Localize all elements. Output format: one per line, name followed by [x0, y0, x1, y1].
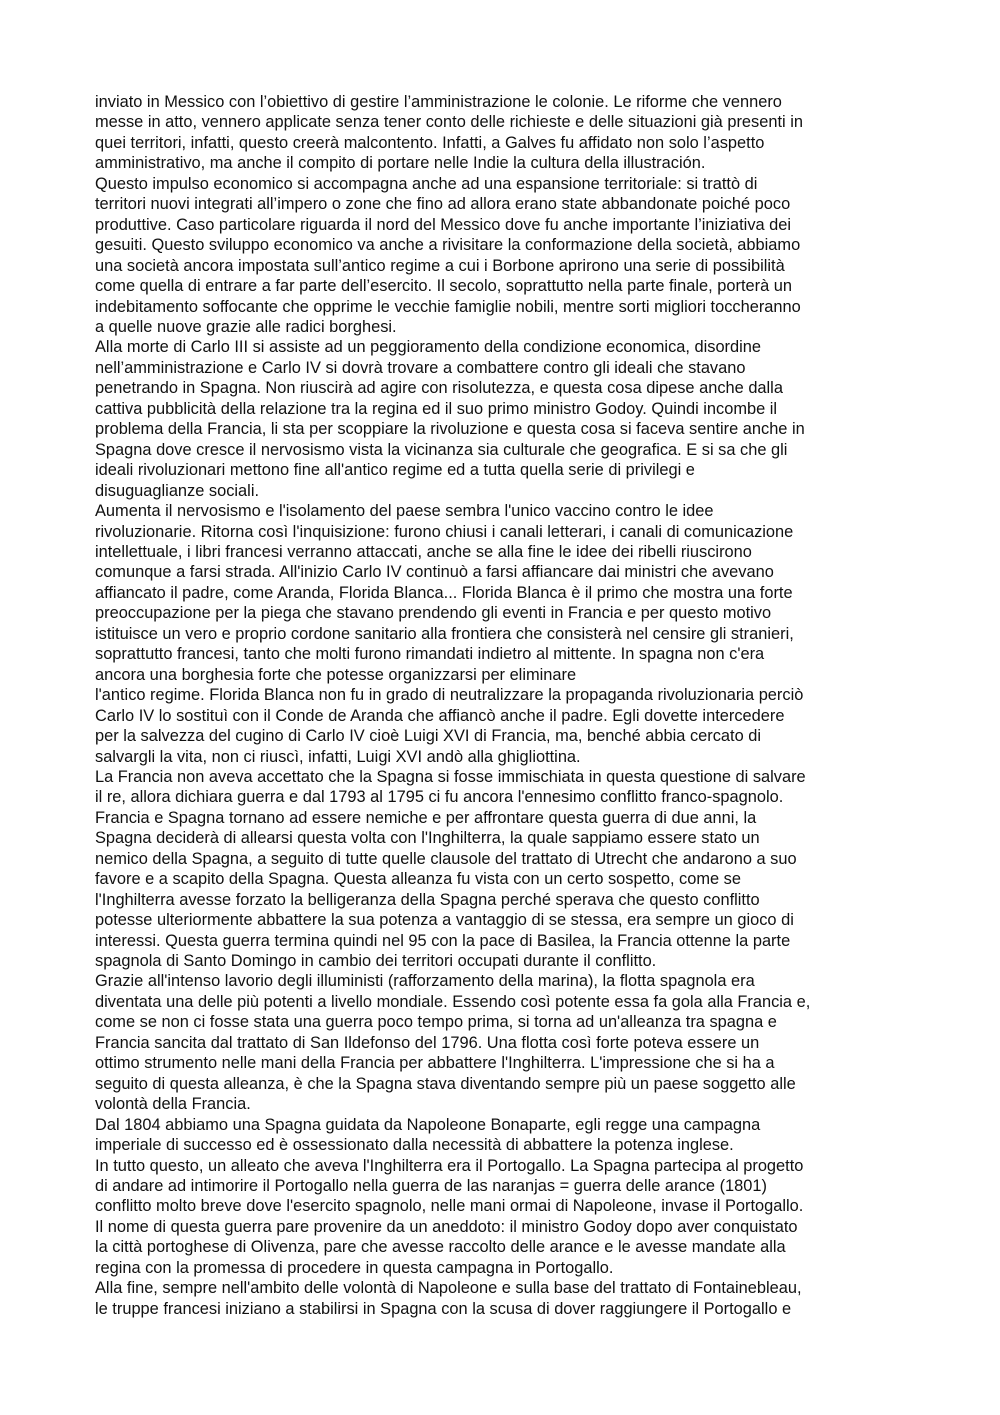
text-line: Alla morte di Carlo III si assiste ad un peggioramento della condizione economica, disordine — [95, 338, 762, 357]
text-line: gesuiti. Questo sviluppo economico va anche a rivisitare la conformazione della società, abbiamo — [95, 236, 801, 255]
text-line: per la salvezza del cugino di Carlo IV cioè Luigi XVI di Francia, ma, benché abbia cercato di — [95, 727, 762, 746]
text-line: rivoluzionarie. Ritorna così l'inquisizione: furono chiusi i canali letterari, i canali di comunicazione — [95, 522, 794, 541]
text-line: le truppe francesi iniziano a stabilirsi in Spagna con la scusa di dover raggiungere il Portogallo e — [95, 1299, 792, 1318]
text-line: problema della Francia, li sta per scoppiare la rivoluzione e questa cosa si faceva sentire anche in — [95, 420, 805, 439]
text-line: l'antico regime. Florida Blanca non fu in grado di neutralizzare la propaganda rivoluzionaria perciò — [95, 686, 804, 705]
text-line: spagnola di Santo Domingo in cambio dei territori occupati durante il conflitto. — [95, 952, 657, 971]
text-line: produttive. Caso particolare riguarda il nord del Messico dove fu anche importante l’iniziativa dei — [95, 215, 792, 234]
text-line: l'Inghilterra avesse forzato la belligeranza della Spagna perché sperava che questo conflitto — [95, 890, 760, 909]
text-line: potesse ulteriormente abbattere la sua potenza a vantaggio di se stessa, era sempre un gioco di — [95, 911, 794, 930]
text-line: quei territori, infatti, questo creerà malcontento. Infatti, a Galves fu affidato non solo l’aspetto — [95, 133, 765, 152]
document-body — [95, 92, 910, 1319]
text-line: Alla fine, sempre nell'ambito delle volontà di Napoleone e sulla base del trattato di Fontainebleau, — [95, 1279, 802, 1298]
text-line: interessi. Questa guerra termina quindi nel 95 con la pace di Basilea, la Francia ottenne la parte — [95, 931, 791, 950]
text-line: favore e a scapito della Spagna. Questa alleanza fu vista con un certo sospetto, come se — [95, 870, 741, 889]
text-line: affiancato il padre, come Aranda, Florida Blanca... Florida Blanca è il primo che mostra una forte — [95, 583, 793, 602]
text-line: amministrativo, ma anche il compito di portare nelle Indie la cultura della illustración. — [95, 154, 706, 173]
text-line: disuguaglianze sociali. — [95, 481, 260, 500]
text-line: nemico della Spagna, a seguito di tutte quelle clausole del trattato di Utrecht che andarono a suo — [95, 849, 797, 868]
text-line: Dal 1804 abbiamo una Spagna guidata da Napoleone Bonaparte, egli regge una campagna — [95, 1115, 761, 1134]
text-line: comunque a farsi strada. All'inizio Carlo IV continuò a farsi affiancare dai ministri che avevano — [95, 563, 774, 582]
text-line: volontà della Francia. — [95, 1095, 251, 1114]
text-line: come quella di entrare a far parte dell’esercito. Il secolo, soprattutto nella parte finale, porterà un — [95, 277, 792, 296]
text-line: diventata una delle più potenti a livello mondiale. Essendo così potente essa fa gola alla Francia e, — [95, 992, 811, 1011]
text-line: a quelle nuove grazie alle radici borghesi. — [95, 317, 397, 336]
text-line: Francia sancita dal trattato di San Ildefonso del 1796. Una flotta così forte poteva essere un — [95, 1033, 760, 1052]
text-line: Aumenta il nervosismo e l'isolamento del paese sembra l'unico vaccino contro le idee — [95, 502, 714, 521]
text-line: Carlo IV lo sostituì con il Conde de Aranda che affiancò anche il padre. Egli dovette intercedere — [95, 706, 785, 725]
text-line: conflitto molto breve dove l'esercito spagnolo, nelle mani ormai di Napoleone, invase il Portogallo. — [95, 1197, 804, 1216]
text-line: cattiva pubblicità della relazione tra la regina ed il suo primo ministro Godoy. Quindi incombe il — [95, 399, 778, 418]
text-line: ideali rivoluzionari mettono fine all'antico regime ed a tutta quella serie di privilegi e — [95, 461, 695, 480]
text-line: inviato in Messico con l’obiettivo di gestire l’amministrazione le colonie. Le riforme che vennero — [95, 93, 782, 111]
text-line: indebitamento soffocante che opprime le vecchie famiglie nobili, mentre sorti migliori toccheranno — [95, 297, 801, 316]
text-line: imperiale di successo ed è ossessionato dalla necessità di abbattere la potenza inglese. — [95, 1136, 734, 1155]
text-line: intellettuale, i libri francesi verranno attaccati, anche se alla fine le idee dei ribelli riuscirono — [95, 542, 752, 561]
text-line: Francia e Spagna tornano ad essere nemiche e per affrontare questa guerra di due anni, la — [95, 808, 757, 827]
text-line: preoccupazione per la piega che stavano prendendo gli eventi in Francia e per questo motivo — [95, 604, 772, 623]
text-line: Spagna dove cresce il nervosismo vista la vicinanza sia culturale che geografica. E si sa che gli — [95, 440, 788, 459]
text-line: La Francia non aveva accettato che la Spagna si fosse immischiata in questa questione di salvare — [95, 767, 806, 786]
text-line: seguito di questa alleanza, è che la Spagna stava diventando sempre più un paese soggetto alle — [95, 1074, 796, 1093]
text-line: istituisce un vero e proprio cordone sanitario alla frontiera che consisterà nel censire gli stranieri, — [95, 624, 794, 643]
text-line: territori nuovi integrati all’impero o zone che fino ad allora erano state abbandonate poiché poco — [95, 195, 791, 214]
text-line: Grazie all'intenso lavorio degli illuministi (rafforzamento della marina), la flotta spagnola era — [95, 972, 755, 991]
text-line: di andare ad intimorire il Portogallo nella guerra de las naranjas = guerra delle arance (1801) — [95, 1177, 767, 1196]
text-line: Spagna deciderà di allearsi questa volta con l'Inghilterra, la quale sappiamo essere stato un — [95, 829, 760, 848]
text-line: Il nome di questa guerra pare provenire da un aneddoto: il ministro Godoy dopo aver conquistato — [95, 1217, 798, 1236]
text-line: come se non ci fosse stata una guerra poco tempo prima, si torna ad un'alleanza tra spagna e — [95, 1013, 777, 1032]
text-line: la città portoghese di Olivenza, pare che avesse raccolto delle arance e le avesse mandate alla — [95, 1238, 786, 1257]
text-line: nell’amministrazione e Carlo IV si dovrà trovare a combattere contro gli ideali che stavano — [95, 358, 746, 377]
text-line: soprattutto francesi, tanto che molti furono rimandati indietro al mittente. In spagna non c'era — [95, 645, 765, 664]
text-line: In tutto questo, un alleato che aveva l'Inghilterra era il Portogallo. La Spagna partecipa al progetto — [95, 1156, 804, 1175]
text-line: il re, allora dichiara guerra e dal 1793 al 1795 ci fu ancora l'ennesimo conflitto franco-spagnolo. — [95, 788, 784, 807]
text-line: messe in atto, vennero applicate senza tener conto delle richieste e delle situazioni già presenti in — [95, 113, 803, 132]
text-line: Questo impulso economico si accompagna anche ad una espansione territoriale: si trattò di — [95, 174, 758, 193]
text-line: una società ancora impostata sull’antico regime a cui i Borbone aprirono una serie di possibilità — [95, 256, 785, 275]
text-line: regina con la promessa di procedere in questa campagna in Portogallo. — [95, 1258, 614, 1277]
text-line: ancora una borghesia forte che potesse organizzarsi per eliminare — [95, 665, 577, 684]
text-line: salvargli la vita, non ci riuscì, infatti, Luigi XVI andò alla ghigliottina. — [95, 747, 581, 766]
text-line: ottimo strumento nelle mani della Francia per abbattere l'Inghilterra. L'impressione che si ha a — [95, 1054, 775, 1073]
text-line: penetrando in Spagna. Non riuscirà ad agire con risolutezza, e questa cosa dipese anche dalla — [95, 379, 783, 398]
